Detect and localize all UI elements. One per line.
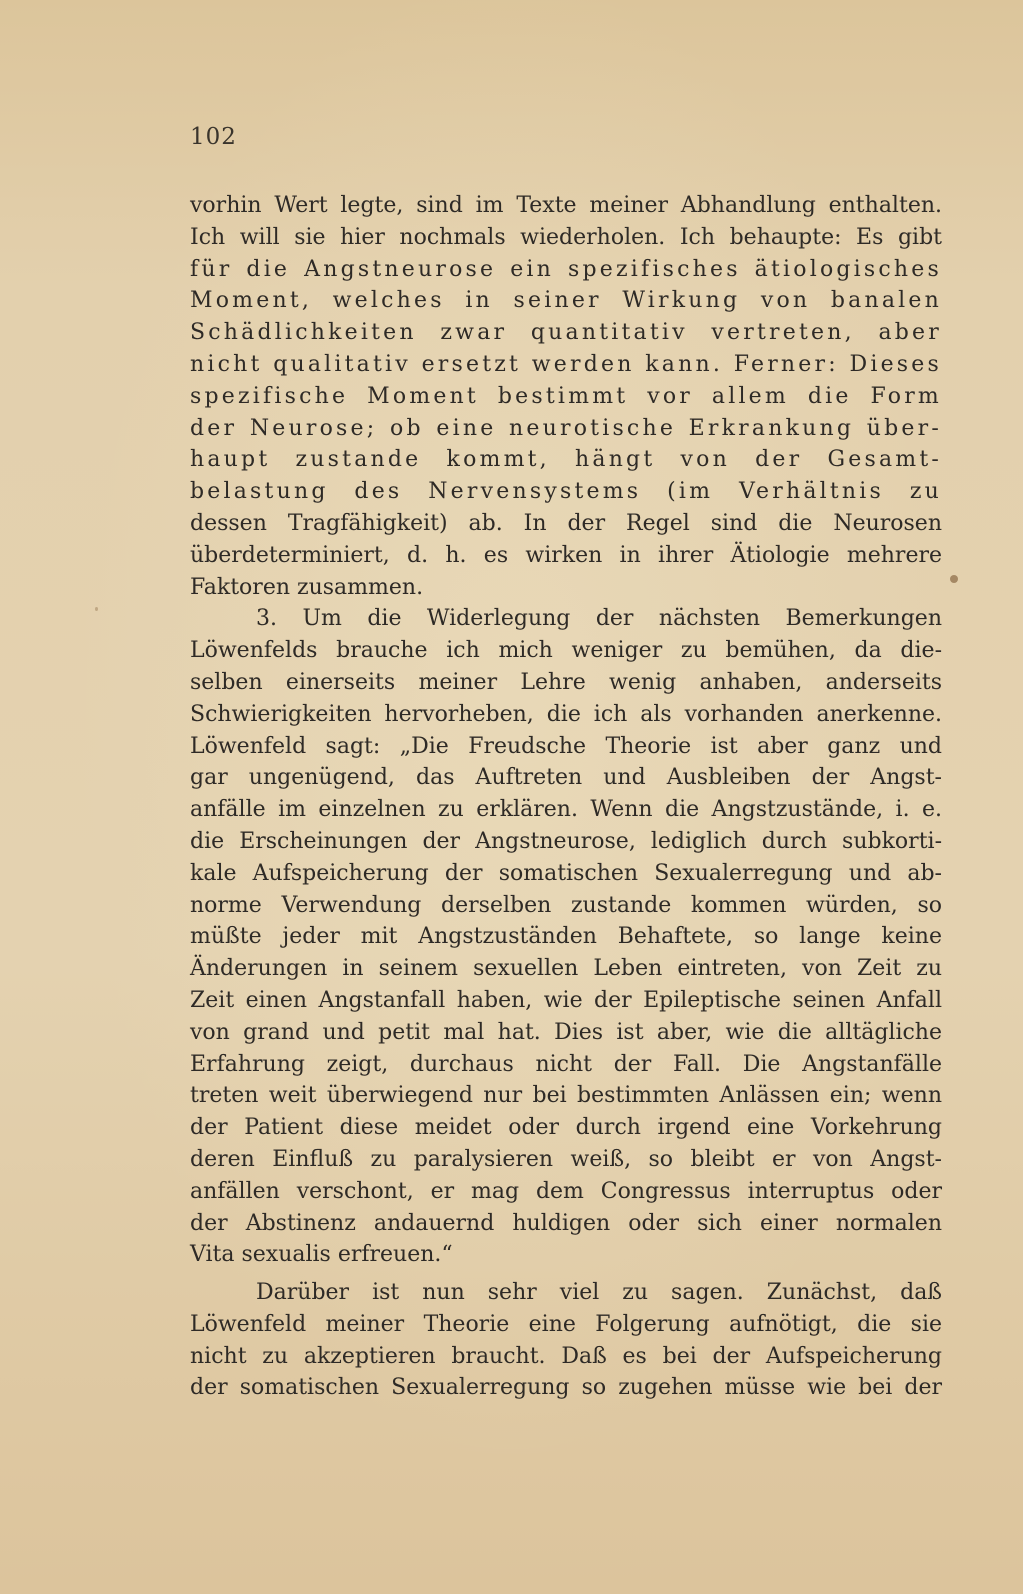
text-line: selben einerseits meiner Lehre wenig anhaben, anderseits bbox=[190, 669, 942, 695]
text-line: Erfahrung zeigt, durchaus nicht der Fall. Die Angstanfälle bbox=[190, 1051, 942, 1077]
text-line: Darüber ist nun sehr viel zu sagen. Zunächst, daß bbox=[256, 1280, 942, 1306]
text-line: müßte jeder mit Angstzuständen Behaftete, so lange keine bbox=[190, 924, 942, 950]
text-line: Schädlichkeiten zwar quantitativ vertreten, aber bbox=[190, 320, 942, 346]
text-line: Löwenfelds brauche ich mich weniger zu bemühen, da die- bbox=[190, 638, 942, 664]
text-line: kale Aufspeicherung der somatischen Sexualerregung und ab- bbox=[190, 860, 942, 886]
text-line: Ich will sie hier nochmals wiederholen. Ich behaupte: Es gibt bbox=[190, 224, 942, 250]
text-line: anfällen verschont, er mag dem Congressus interruptus oder bbox=[190, 1178, 942, 1204]
text-line: nicht zu akzeptieren braucht. Daß es bei der Aufspeicherung bbox=[190, 1343, 942, 1369]
text-line: der Patient diese meidet oder durch irgend eine Vorkehrung bbox=[190, 1115, 942, 1141]
text-line: Änderungen in seinem sexuellen Leben eintreten, von Zeit zu bbox=[190, 956, 942, 982]
body-text bbox=[190, 190, 942, 1404]
text-line: Schwierigkeiten hervorheben, die ich als vorhanden anerkenne. bbox=[190, 701, 942, 727]
text-line: für die Angstneurose ein spezifisches ätiologisches bbox=[190, 256, 942, 282]
text-line: nicht qualitativ ersetzt werden kann. Ferner: Dieses bbox=[190, 351, 942, 377]
text-line: die Erscheinungen der Angstneurose, lediglich durch subkorti- bbox=[190, 828, 942, 854]
text-line: 3. Um die Widerlegung der nächsten Bemerkungen bbox=[256, 606, 942, 632]
text-line: anfälle im einzelnen zu erklären. Wenn die Angstzustände, i. e. bbox=[190, 797, 942, 823]
text-line: Vita sexualis erfreuen.“ bbox=[190, 1242, 453, 1268]
text-line: Faktoren zusammen. bbox=[190, 574, 424, 600]
page-number: 102 bbox=[190, 124, 237, 150]
text-line: gar ungenügend, das Auftreten und Ausbleiben der Angst- bbox=[190, 765, 942, 791]
text-line: der Neurose; ob eine neurotische Erkrankung über- bbox=[190, 415, 942, 441]
text-line: der somatischen Sexualerregung so zugehen müsse wie bei der bbox=[190, 1375, 942, 1401]
ink-speck bbox=[95, 607, 98, 611]
text-line: treten weit überwiegend nur bei bestimmten Anlässen ein; wenn bbox=[190, 1083, 942, 1109]
text-line: belastung des Nervensystems (im Verhältnis zu bbox=[190, 479, 942, 505]
text-line: der Abstinenz andauernd huldigen oder sich einer normalen bbox=[190, 1210, 942, 1236]
text-line: Zeit einen Angstanfall haben, wie der Epileptische seinen Anfall bbox=[190, 987, 942, 1013]
text-line: dessen Tragfähigkeit) ab. In der Regel sind die Neurosen bbox=[190, 510, 942, 536]
text-line: norme Verwendung derselben zustande kommen würden, so bbox=[190, 892, 942, 918]
text-line: von grand und petit mal hat. Dies ist aber, wie die alltägliche bbox=[190, 1019, 942, 1045]
text-line: Löwenfeld sagt: „Die Freudsche Theorie ist aber ganz und bbox=[190, 733, 942, 759]
text-line: vorhin Wert legte, sind im Texte meiner Abhandlung enthalten. bbox=[190, 193, 942, 218]
text-line: haupt zustande kommt, hängt von der Gesamt- bbox=[190, 447, 942, 473]
ink-spot bbox=[950, 575, 958, 583]
text-line: spezifische Moment bestimmt vor allem die Form bbox=[190, 383, 942, 409]
text-line: deren Einfluß zu paralysieren weiß, so bleibt er von Angst- bbox=[190, 1146, 942, 1172]
text-line: Moment, welches in seiner Wirkung von banalen bbox=[190, 288, 942, 314]
text-line: überdeterminiert, d. h. es wirken in ihrer Ätiologie mehrere bbox=[190, 542, 942, 568]
text-line: Löwenfeld meiner Theorie eine Folgerung aufnötigt, die sie bbox=[190, 1311, 942, 1337]
